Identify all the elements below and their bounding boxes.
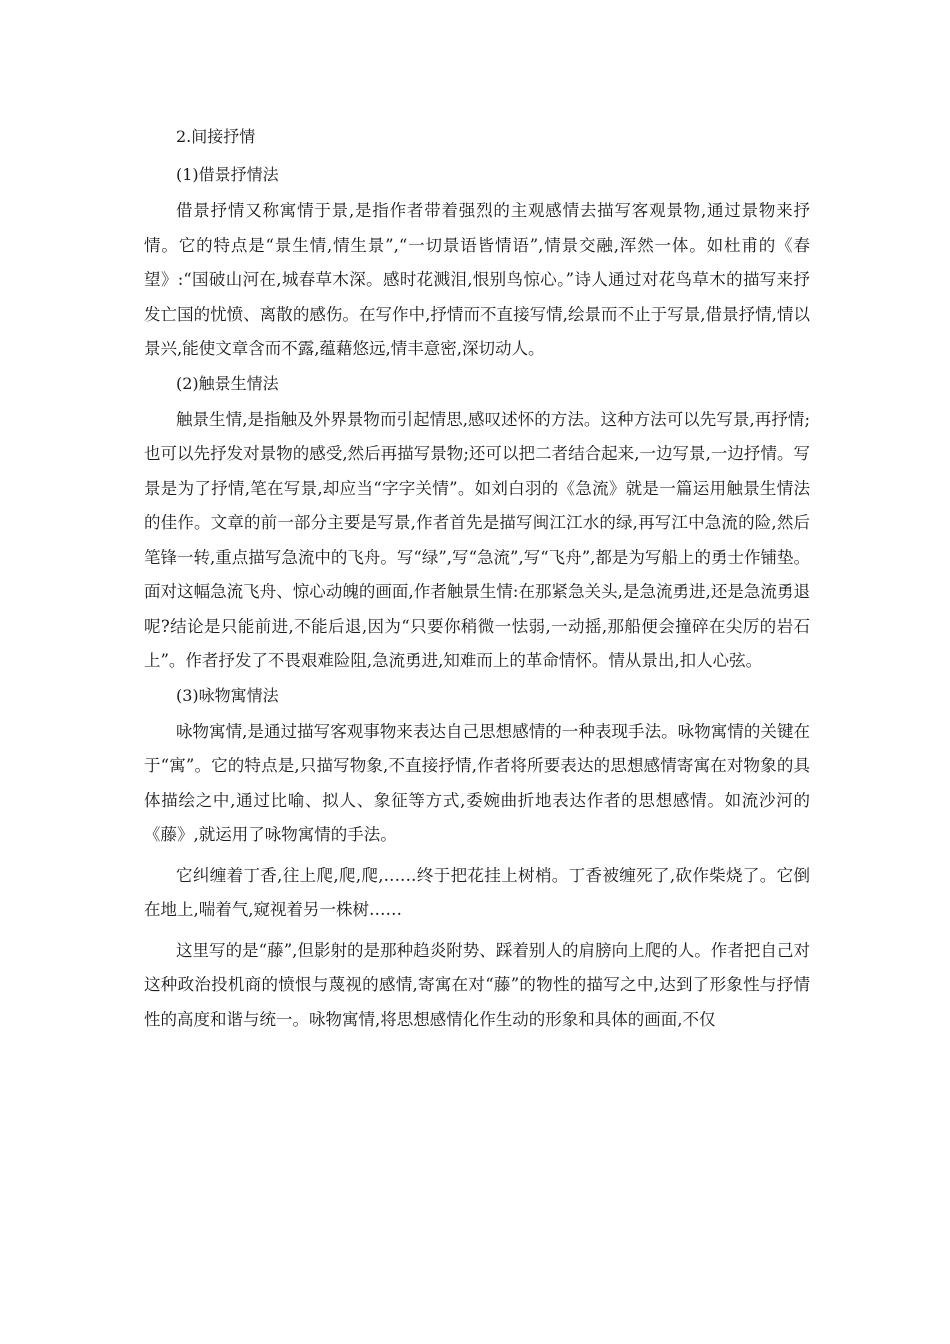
- paragraph-s3-quote: 它纠缠着丁香,往上爬,爬,爬,……终于把花挂上树梢。丁香被缠死了,砍作柴烧了。它倒在地上,喘着气,窥视着另一株树……: [144, 865, 810, 919]
- subsection-heading-3: (3)咏物寓情法: [176, 685, 279, 705]
- paragraph-s3-1: 咏物寓情,是通过描写客观事物来表达自己思想感情的一种表现手法。咏物寓情的关键在于“寓”。它的特点是,只描写物象,不直接抒情,作者将所要表达的思想感情寄寓在对物象的具体描绘之中,通过比喻、拟人、象征等方式,委婉曲折地表达作者的思想感情。如流沙河的《藤》,就运用了咏物寓情的手法。: [144, 721, 810, 844]
- paragraph-s1-1: 借景抒情又称寓情于景,是指作者带着强烈的主观感情去描写客观景物,通过景物来抒情。它的特点是“景生情,情生景”,“一切景语皆情语”,情景交融,浑然一体。如杜甫的《春望》:“国破山河在,城春草木深。感时花溅泪,恨别鸟惊心。”诗人通过对花鸟草木的描写来抒发亡国的忧愤、离散的感伤。在写作中,抒情而不直接写情,绘景而不止于写景,借景抒情,情以景兴,能使文章含而不露,蕴藉悠远,情丰意密,深切动人。: [144, 201, 810, 358]
- paragraph-s2-1: 触景生情,是指触及外界景物而引起情思,感叹述怀的方法。这种方法可以先写景,再抒情;也可以先抒发对景物的感受,然后再描写景物;还可以把二者结合起来,一边写景,一边抒情。写景是为了抒情,笔在写景,却应当“字字关情”。如刘白羽的《急流》就是一篇运用触景生情法的佳作。文章的前一部分主要是写景,作者首先是描写闽江江水的绿,再写江中急流的险,然后笔锋一转,重点描写急流中的飞舟。写“绿”,写“急流”,写“飞舟”,都是为写船上的勇士作铺垫。面对这幅急流飞舟、惊心动魄的画面,作者触景生情:在那紧急关头,是急流勇进,还是急流勇退呢?结论是只能前进,不能后退,因为“只要你稍微一怯弱,一动摇,那船便会撞碎在尖厉的岩石上”。作者抒发了不畏艰难险阻,急流勇进,知难而上的革命情怀。情从景出,扣人心弦。: [144, 409, 810, 670]
- document-body: [144, 126, 810, 1043]
- subsection-heading-2: (2)触景生情法: [176, 373, 279, 393]
- section-heading-indirect: 2.间接抒情: [176, 127, 256, 146]
- paragraph-s3-2: 这里写的是“藤”,但影射的是那种趋炎附势、踩着别人的肩膀向上爬的人。作者把自己对这种政治投机商的愤恨与蔑视的感情,寄寓在对“藤”的物性的描写之中,达到了形象性与抒情性的高度和谐与统一。咏物寓情,将思想感情化作生动的形象和具体的画面,不仅: [144, 940, 810, 1029]
- subsection-heading-1: (1)借景抒情法: [176, 165, 279, 184]
